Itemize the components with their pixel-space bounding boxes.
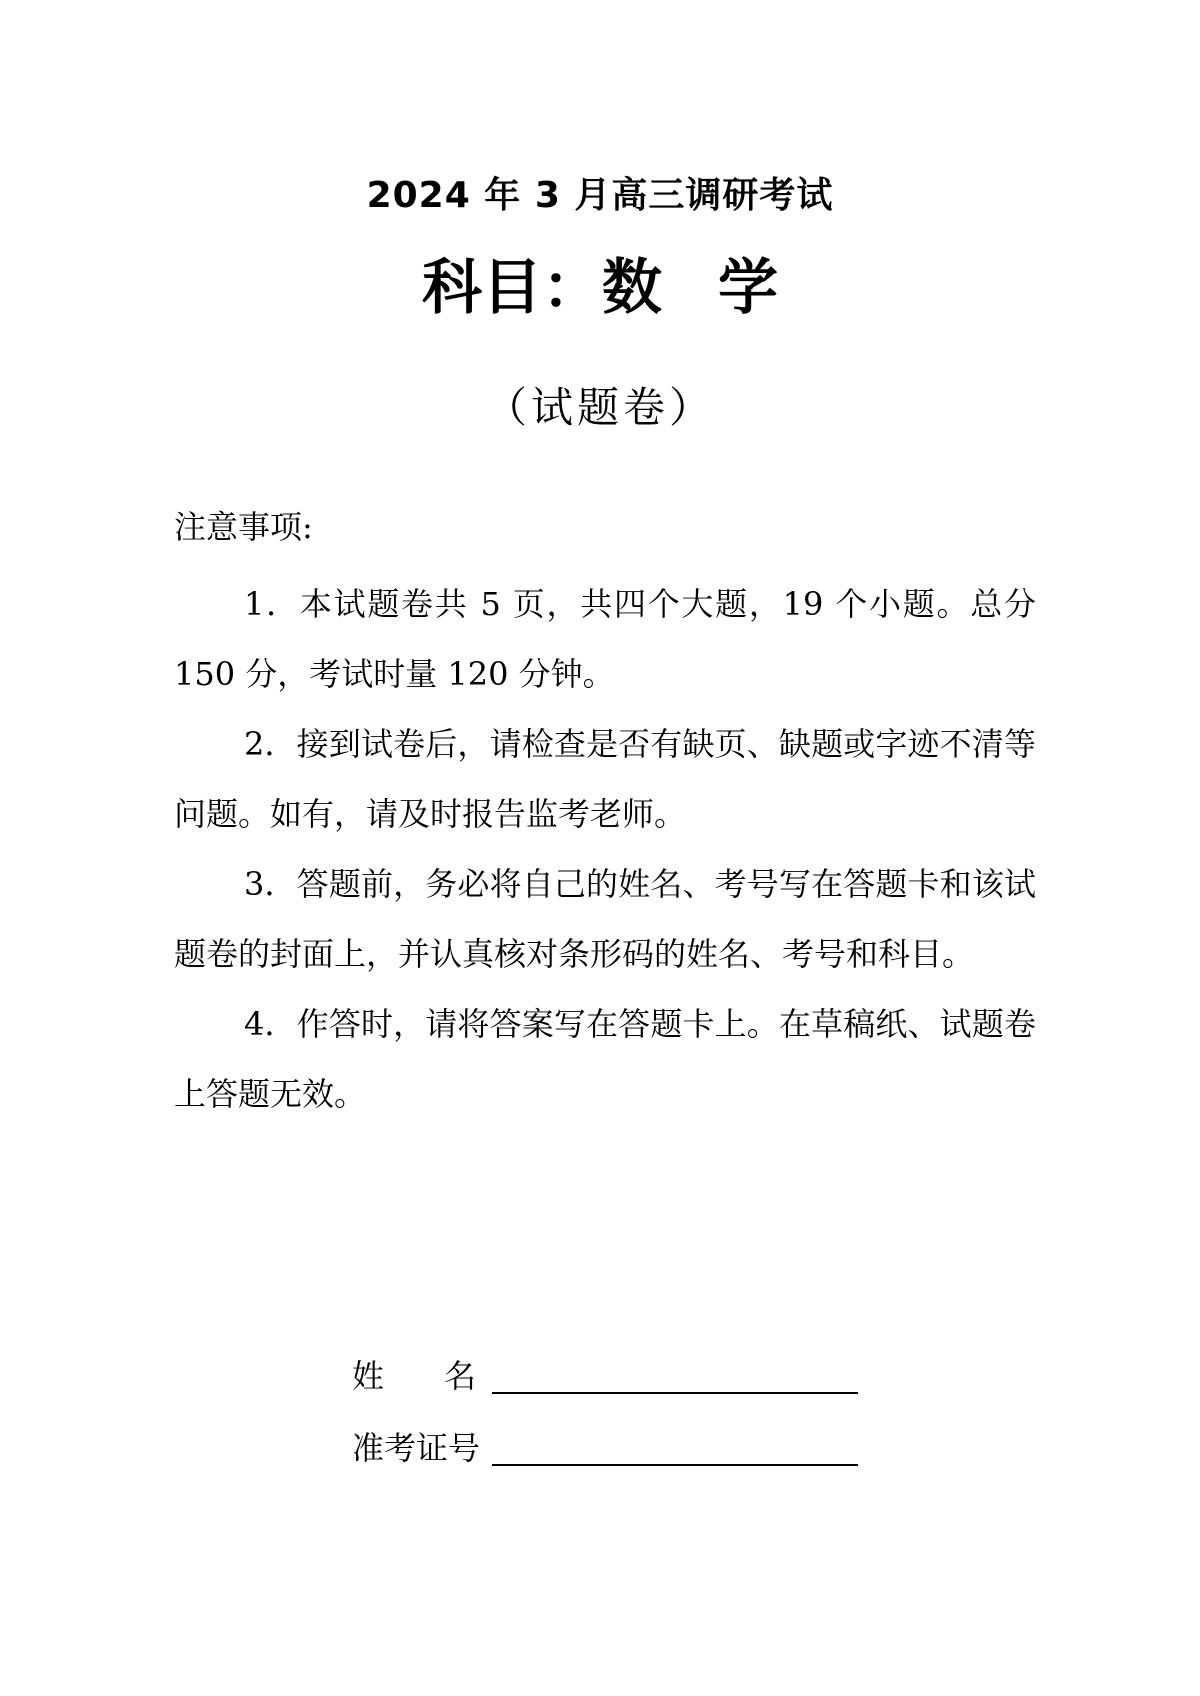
notes-heading: 注意事项:: [174, 508, 313, 546]
note-item-3: 3．答题前，务必将自己的姓名、考号写在答题卡和该试题卷的封面上，并认真核对条形码的姓名、考号和科目。: [174, 865, 1036, 973]
name-label: 姓名: [352, 1357, 537, 1395]
subject-label: 科目：数: [422, 253, 662, 323]
note-item-2: 2．接到试卷后，请检查是否有缺页、缺题或字迹不清等问题。如有，请及时报告监考老师。: [174, 725, 1036, 833]
candidate-info-form: [352, 1352, 858, 1496]
paper-type: （试题卷）: [484, 383, 715, 432]
name-row: [352, 1352, 858, 1400]
note-item-1: 1．本试题卷共 5 页，共四个大题，19 个小题。总分 150 分，考试时量 120 分钟。: [174, 585, 1036, 693]
name-field[interactable]: [492, 1356, 858, 1394]
exam-id-field[interactable]: [492, 1428, 858, 1466]
notes-section: [174, 503, 1036, 1129]
exam-title: 2024 年 3 月高三调研考试: [366, 175, 834, 216]
exam-id-label: 准考证号: [352, 1429, 481, 1467]
note-item-4: 4．作答时，请将答案写在答题卡上。在草稿纸、试题卷上答题无效。: [174, 1005, 1036, 1113]
exam-id-row: [352, 1424, 858, 1472]
subject-title: [0, 250, 1200, 326]
subject-last-char: 学: [718, 253, 778, 323]
